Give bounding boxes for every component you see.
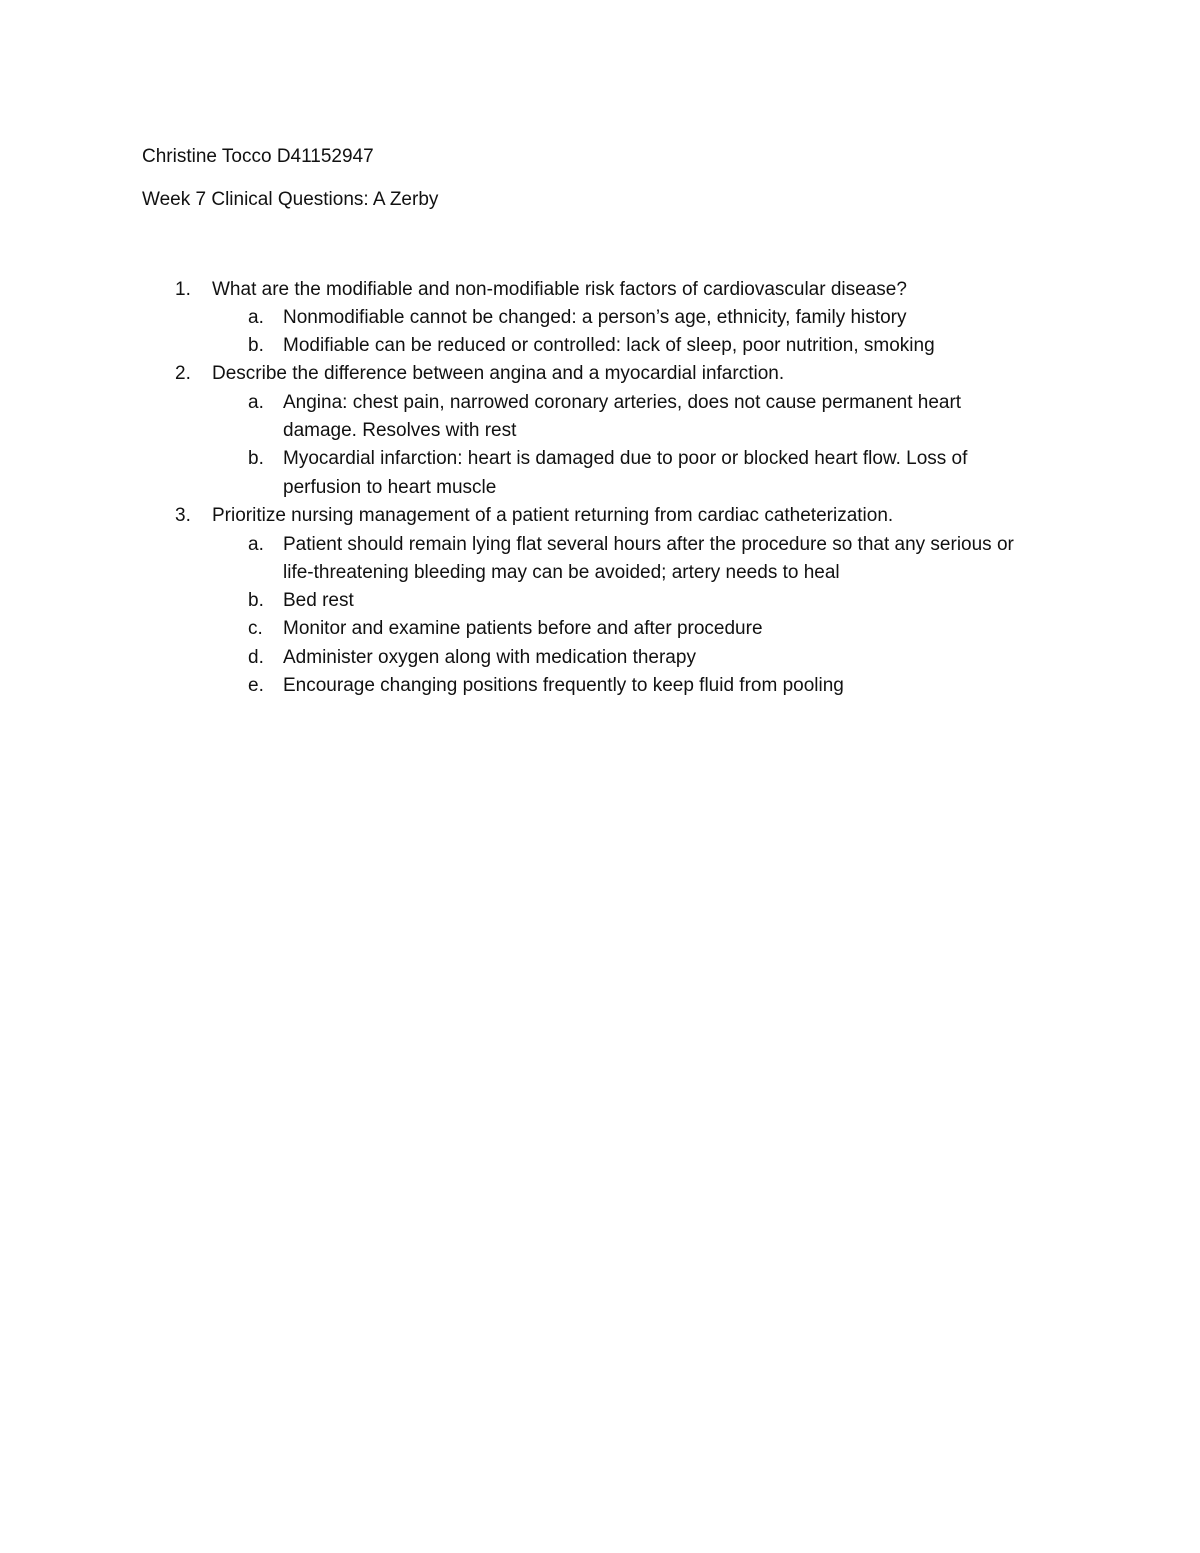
answer-text: Nonmodifiable cannot be changed: a person’s age, ethnicity, family history [283, 307, 907, 328]
answer-letter: b. [248, 590, 264, 611]
title-line: Week 7 Clinical Questions: A Zerby [142, 189, 439, 210]
answer-text: Monitor and examine patients before and after procedure [283, 618, 763, 639]
answer-letter: a. [248, 392, 264, 413]
answer-text-continued: life-threatening bleeding may can be avoided; artery needs to heal [283, 562, 840, 583]
answer-letter: d. [248, 647, 264, 668]
question-text: Describe the difference between angina and a myocardial infarction. [212, 363, 785, 384]
answer-letter: a. [248, 534, 264, 555]
answer-letter: a. [248, 307, 264, 328]
answer-text: Administer oxygen along with medication therapy [283, 647, 696, 668]
question-text: What are the modifiable and non-modifiable risk factors of cardiovascular disease? [212, 279, 907, 300]
answer-text: Patient should remain lying flat several hours after the procedure so that any serious or [283, 534, 1014, 555]
answer-text: Myocardial infarction: heart is damaged due to poor or blocked heart flow. Loss of [283, 448, 968, 469]
author-line: Christine Tocco D41152947 [142, 146, 374, 167]
answer-letter: b. [248, 335, 264, 356]
question-text: Prioritize nursing management of a patient returning from cardiac catheterization. [212, 505, 894, 526]
answer-text: Encourage changing positions frequently to keep fluid from pooling [283, 675, 844, 696]
answer-text: Bed rest [283, 590, 354, 611]
answer-text: Modifiable can be reduced or controlled: lack of sleep, poor nutrition, smoking [283, 335, 935, 356]
answer-text-continued: damage. Resolves with rest [283, 420, 517, 441]
answer-letter: e. [248, 675, 264, 696]
question-number: 2. [175, 363, 191, 384]
answer-text: Angina: chest pain, narrowed coronary arteries, does not cause permanent heart [283, 392, 962, 413]
question-number: 1. [175, 279, 191, 300]
question-number: 3. [175, 505, 191, 526]
answer-text-continued: perfusion to heart muscle [283, 477, 497, 498]
answer-letter: c. [248, 618, 263, 639]
answer-letter: b. [248, 448, 264, 469]
